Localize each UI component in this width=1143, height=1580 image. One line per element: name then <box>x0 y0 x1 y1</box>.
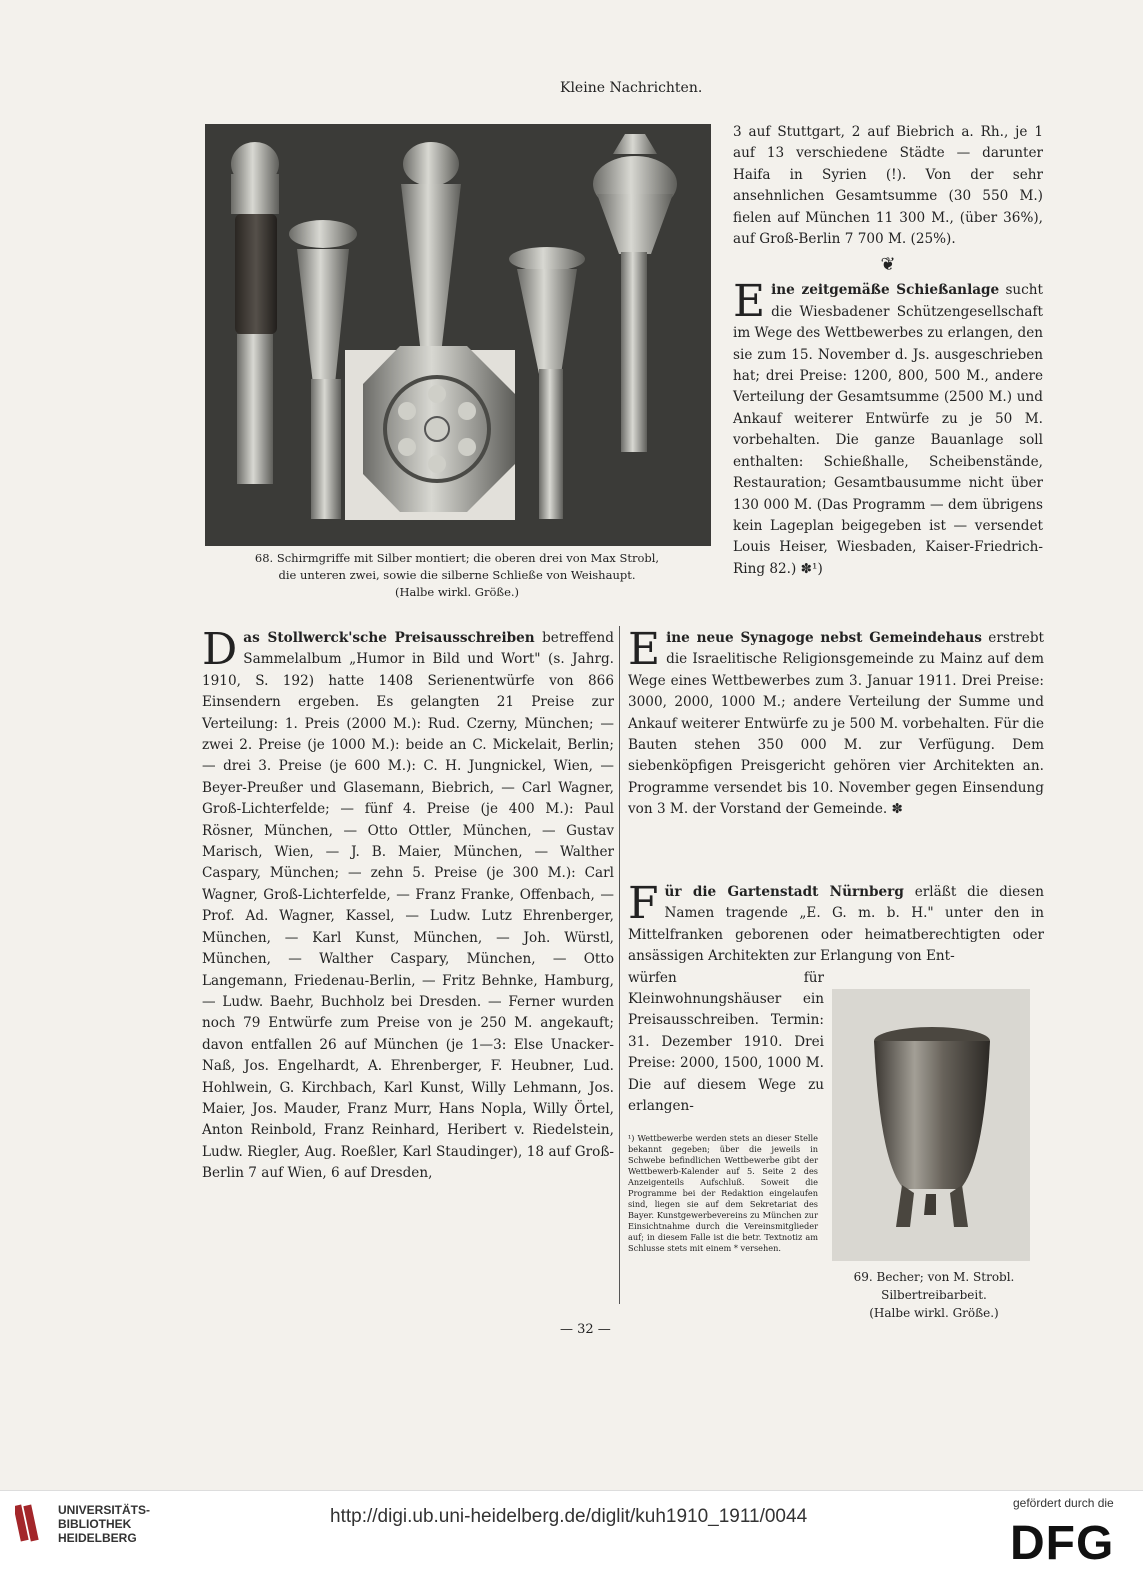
viewer-footer <box>0 1490 1143 1580</box>
figure-69-caption-line: 69. Becher; von M. Strobl. <box>853 1270 1015 1284</box>
right-column-bottom <box>628 878 1044 1117</box>
article-text: sucht die Wiesbadener Schützengesellschaft im Wege des Wettbewerbes zu erlangen, den sie zum 15. November d. Js. ausgeschrieben hat; drei Preise: 1200, 800, 500 M., andere Verteilung der Gesamtsumme (2500 M.) und Ankauf weiterer Entwürfe zu je 50 M. vorbehalten. Die ganze Bauanlage soll enthalten: Schießhalle, Scheibenstände, Restauration; Gesamtbausumme nicht über 130 000 M. (Das Programm — dem übrigens kein Lageplan beigegeben ist — versendet Louis Heiser, Wiesbaden, Kaiser-Friedrich-Ring 82.) ✽¹) <box>733 282 1044 577</box>
drop-initial: D <box>202 624 238 675</box>
figure-68-caption-line: 68. Schirmgriffe mit Silber montiert; die oberen drei von Max Strobl, <box>254 551 660 565</box>
library-name <box>58 1503 150 1545</box>
right-column-middle <box>628 624 1045 821</box>
figure-69-caption-line: (Halbe wirkl. Größe.) <box>869 1306 999 1320</box>
library-name-line: UNIVERSITÄTS- <box>58 1503 151 1517</box>
figure-68-caption <box>197 550 717 601</box>
drop-initial: F <box>628 878 659 929</box>
drop-initial: E <box>733 276 766 328</box>
article-text: erläßt die diesen Namen tragende „E. G. m. b. H." unter den in Mittelfranken geborenen oder heimatberechtigten oder ansässigen Architekten zur Erlangung von Ent- <box>628 884 1044 965</box>
article-schiessanlage <box>733 276 1044 580</box>
drop-initial: E <box>628 624 661 675</box>
figure-68-caption-line: (Halbe wirkl. Größe.) <box>394 585 520 599</box>
library-logo-icon <box>15 1501 45 1546</box>
library-name-line: HEIDELBERG <box>58 1531 137 1545</box>
funder-label: gefördert durch die <box>1013 1496 1114 1510</box>
column-rule <box>619 626 620 1304</box>
right-column-top <box>733 122 1043 580</box>
running-head: Kleine Nachrichten. <box>560 80 703 96</box>
fleuron-ornament: ❦ <box>880 254 896 276</box>
library-name-line: BIBLIOTHEK <box>58 1517 132 1531</box>
article-text: betreffend Sammelalbum „Humor in Bild und Wort" (s. Jahrg. 1910, S. 192) hatte 1408 Serienentwürfe von 866 Einsendern ergeben. Es gelangten 21 Preise zur Verteilung: 1. Preis (2000 M.): Rud. Czerny, München; — zwei 2. Preise (je 1000 M.): beide an C. Mickelait, Berlin; — drei 3. Preise (je 600 M.): C. H. Jungnickel, Wien, — Beyer-Preußer und Glasemann, Biebrich, — Carl Wagner, Groß-Lichterfelde; — fünf 4. Preise (je 400 M.): Paul Rösner, München, — Otto Ottler, München, — Gustav Marisch, Wien, — J. B. Maier, München, — Walther Caspary, München; — zehn 5. Preise (je 300 M.): Carl Wagner, Groß-Lichterfelde, — Franz Franke, Offenbach, — Prof. Ad. Wagner, Kassel, — Ludw. Lutz Ehrenberger, München, — Karl Kunst, München, — Joh. Würstl, München, — Walther Caspary, München, — Otto Langemann, Friedenau-Berlin, — Fritz Behnke, Hamburg, — Ludw. Baehr, Buchholz bei Dresden. — Ferner wurden noch 79 Entwürfe zum Preise von je 250 M. angekauft; davon entfallen 26 auf München (je 1—3: Else Unacker-Naß, Jos. Engelhardt, A. Ehrenberger, F. Heubner, Lud. Hohlwein, G. Kirchbach, Karl Kunst, Willy Lehmann, Jos. Maier, Jos. Mauder, Franz Murr, Hans Nopla, Willy Örtel, Anton Reinbold, Franz Reinhard, Heribert v. Riedelstein, Ludw. Riegler, Aug. Roeßler, Karl Staudinger), 18 auf Groß-Berlin 7 auf Wien, 6 auf Dresden, <box>202 630 614 1182</box>
figure-69-photo <box>832 989 1030 1261</box>
article-text: erstrebt die Israelitische Religionsgemeinde zu Mainz auf dem Wege eines Wettbewerbes zum 3. Januar 1911. Drei Preise: 3000, 2000, 1000 M.; andere Verteilung der Summe und Ankauf weiterer Entwürfe zu je 500 M. vorbehalten. Für die Bauten stehen 350 000 M. zur Verfügung. Dem siebenköpfigen Preisgericht gehören vier Architekten an. Programme versendet bis 10. November gegen Einsendung von 3 M. der Vorstand der Gemeinde. ✽ <box>628 630 1045 818</box>
figure-69-caption <box>832 1268 1036 1322</box>
permalink-url[interactable]: http://digi.ub.uni-heidelberg.de/diglit/kuh1910_1911/0044 <box>330 1506 808 1527</box>
figure-68-photo <box>205 124 711 546</box>
figure-68-caption-line: die unteren zwei, sowie die silberne Schließe von Weishaupt. <box>278 568 636 582</box>
article-stollwerck <box>202 624 614 1185</box>
article-heading: ine neue Synagoge nebst Gemeindehaus <box>666 630 982 646</box>
article-heading: ür die Gartenstadt Nürnberg <box>664 884 904 900</box>
article-heading: ine zeitgemäße Schießanlage <box>771 282 1000 299</box>
figure-69-caption-line: Silbertreibarbeit. <box>881 1288 987 1302</box>
article-heading: as Stollwerck'sche Preisausschreiben <box>243 630 535 646</box>
article-text-continued: würfen für Kleinwohnungshäuser ein Preisausschreiben. Termin: 31. Dezember 1910. Drei Preise: 2000, 1500, 1000 M. Die auf diesem Wege zu erlangen- <box>628 969 824 1115</box>
continued-paragraph: 3 auf Stuttgart, 2 auf Biebrich a. Rh., je 1 auf 13 verschiedene Städte — darunter Haifa in Syrien (!). Von der sehr ansehnlichen Gesamtsumme (30 550 M.) fielen auf München 11 300 M., (über 36%), auf Groß-Berlin 7 700 M. (25%). <box>733 124 1043 248</box>
article-gartenstadt <box>628 878 1044 968</box>
article-synagoge <box>628 624 1045 821</box>
dfg-logo: DFG <box>1010 1517 1115 1570</box>
page-number: — 32 — <box>560 1322 611 1337</box>
footnote: ¹) Wettbewerbe werden stets an dieser Stelle bekannt gegeben; über die jeweils in Schwebe befindlichen Wettbewerbe gibt der Wettbewerb-Kalender auf 5. Seite 2 des Anzeigenteils Aufschluß. Soweit die Programme bei der Redaktion eingelaufen sind, liegen sie auf dem Sekretariat des Bayer. Kunstgewerbevereins zu München zur Einsichtnahme durch die Vereinsmitglieder auf; in diesem Falle ist die betr. Textnotiz am Schlusse stets mit einem * versehen. <box>628 1133 818 1253</box>
left-column <box>202 624 614 1185</box>
